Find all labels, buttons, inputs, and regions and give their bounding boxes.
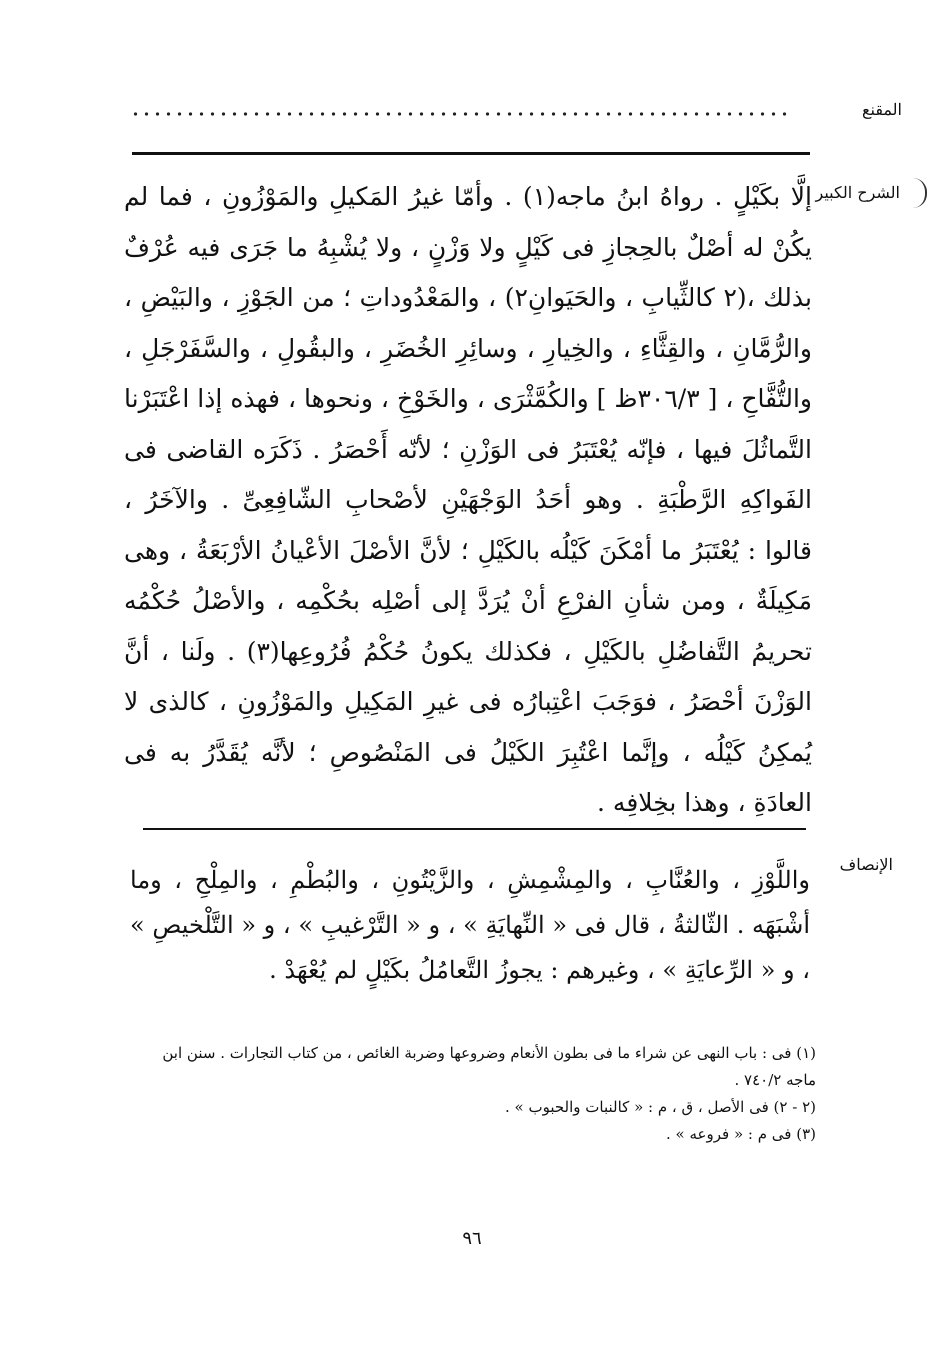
- page-number: ٩٦: [462, 1228, 482, 1249]
- insaf-text: واللَّوْزِ ، والعُنَّابِ ، والمِشْمِشِ ، والزَّيْتُونِ ، والبُطْمِ ، والمِلْحِ ، وما أشْبَهَه . الثّالثةُ ، قال فى « النِّهايَةِ » ، و « التَّرْغيبِ » ، و « التَّلْخيصِ » ، و « الرِّعايَةِ » ، وغيرهم : يجوزُ التَّعامُلُ بكَيْلٍ لم يُعْهَدْ .: [130, 866, 810, 984]
- header-rule: [132, 152, 810, 155]
- footnote-3: (٣) فى م : « فروعه » .: [666, 1125, 816, 1143]
- running-header-title: المقنع: [861, 100, 902, 119]
- footnote-2: (٢ - ٢) فى الأصل ، ق ، م : « كالنبات والحبوب » .: [504, 1098, 816, 1116]
- footnotes: [136, 1040, 816, 1148]
- section-divider: [143, 828, 806, 830]
- insaf-section-label: الإنصاف: [839, 855, 893, 874]
- margin-bracket-icon: [911, 178, 927, 208]
- dotted-separator: [130, 112, 790, 116]
- main-commentary-text: إلَّا بكَيْلٍ . رواهُ ابنُ ماجه(١) . وأمّا غيرُ المَكيلِ والمَوْزُونِ ، فما لم يكُنْ له أصْلٌ بالحِجازِ فى كَيْلٍ ولا وَزْنٍ ، ولا يُشْبِهُ ما جَرَى فيه عُرْفٌ بذلك ،(٢ كالثِّيابِ ، والحَيَوانِ٢) ، والمَعْدُوداتِ ؛ من الجَوْزِ ، والبَيْضِ ، والرُّمَّانِ ، والقِثَّاءِ ، والخِيارِ ، وسائِرِ الخُضَرِ ، والبقُولِ ، والسَّفَرْجَلِ ، والتُّفَّاحِ ، [ ٣٠٦/٣ظ ] والكُمَّثْرَى ، والخَوْخِ ، ونحوها ، فهذه إذا اعْتَبَرْنا التَّماثُلَ فيها ، فإنّه يُعْتَبَرُ فى الوَزْنِ ؛ لأنّه أَحْصَرُ . ذَكَرَه القاضى فى الفَواكِهِ الرَّطْبَةِ . وهو أحَدُ الوَجْهَيْنِ لأصْحابِ الشّافِعِىِّ . والآخَرُ ، قالوا : يُعْتَبَرُ ما أمْكَنَ كَيْلُه بالكَيْلِ ؛ لأنَّ الأصْلَ الأعْيانُ الأرْبَعَةُ ، وهى مَكِيلَةٌ ، ومن شأنِ الفرْعِ أنْ يُرَدَّ إلى أصْلِه بحُكْمِه ، والأصْلُ حُكْمُه تحريمُ التَّفاضُلِ بالكَيْلِ ، فكذلك يكونُ حُكْمُ فُرُوعِها(٣) . ولَنا ، أنَّ الوَزْنَ أحْصَرُ ، فوَجَبَ اعْتِبارُه فى غيرِ المَكِيلِ والمَوْزُونِ ، كالذى لا يُمكِنُ كَيْلُه ، وإنَّما اعْتُبِرَ الكَيْلُ فى المَنْصُوصِ ؛ لأنَّه يُقَدَّرُ به فى العادَةِ ، وهذا بخِلافِه .: [124, 182, 812, 817]
- main-section-label: الشرح الكبير: [815, 183, 900, 202]
- footnote-1: (١) فى : باب النهى عن شراء ما فى بطون الأنعام وضروعها وضربة الغائص ، من كتاب التجارات . سنن ابن ماجه ٧٤٠/٢ .: [162, 1044, 816, 1089]
